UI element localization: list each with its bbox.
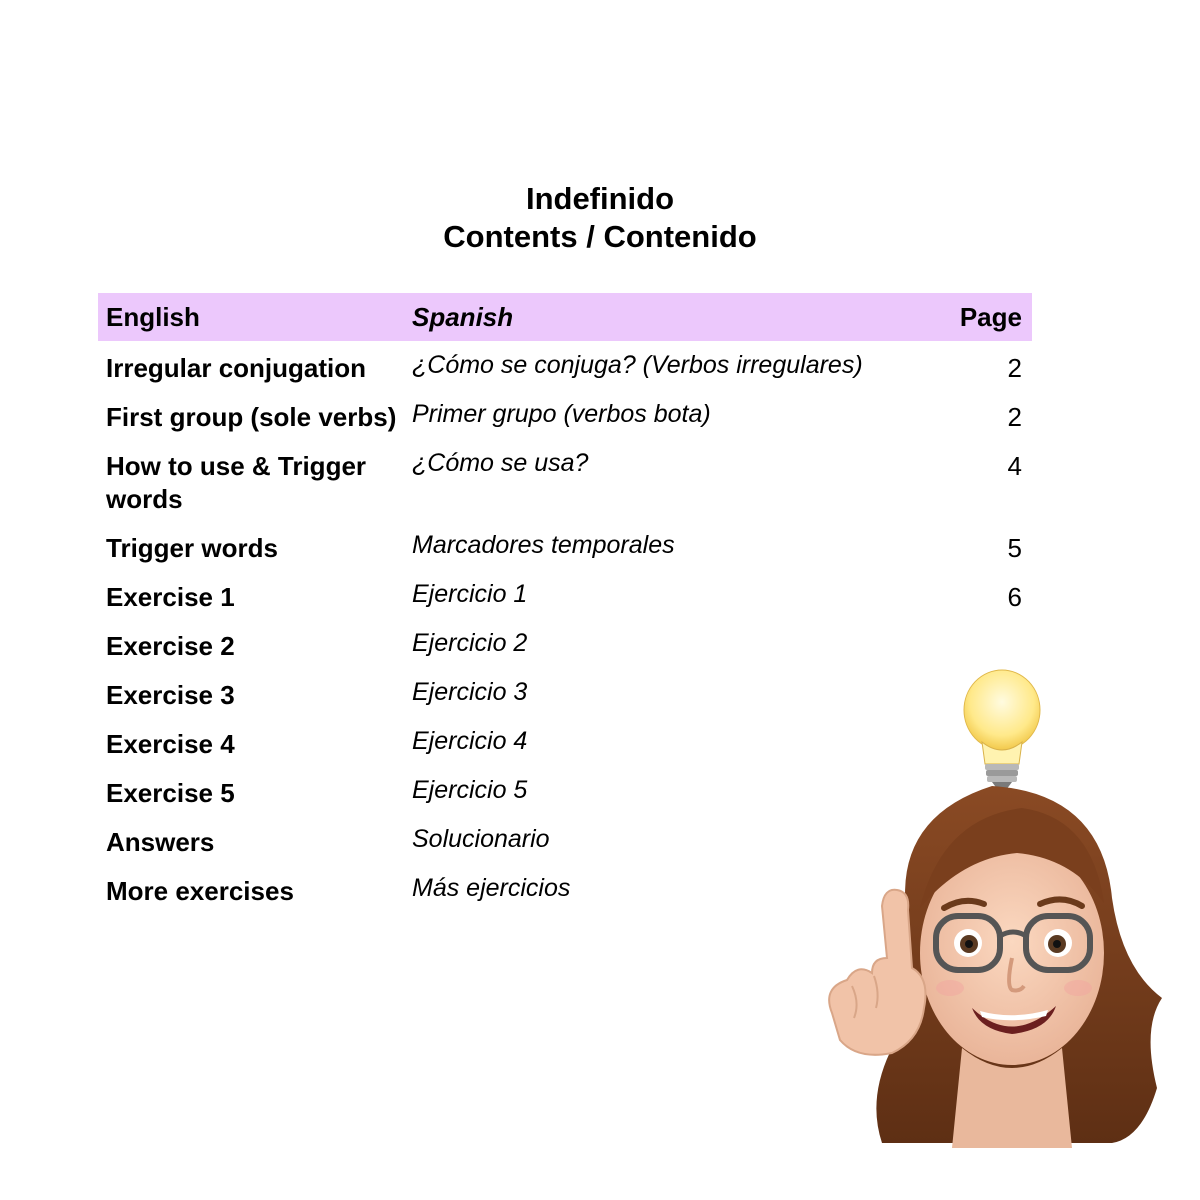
table-header-row [98,293,1032,341]
row-spanish: Más ejercicios [412,874,571,902]
row-english: First group (sole verbs) [106,402,397,432]
row-spanish: Primer grupo (verbos bota) [412,400,711,428]
page-title: Indefinido [525,181,675,216]
row-spanish: Ejercicio 2 [412,629,528,657]
row-spanish: Ejercicio 4 [412,727,528,755]
title-block [0,180,1200,256]
row-english: Exercise 5 [106,778,235,808]
table-row [98,521,1032,570]
column-header-english: English [106,301,200,332]
row-spanish: ¿Cómo se usa? [412,449,589,477]
row-page: 5 [1007,533,1022,563]
memoji-illustration [812,668,1172,1148]
row-english: Irregular conjugation [106,353,367,383]
row-spanish: Ejercicio 3 [412,678,528,706]
lightbulb-icon [964,670,1040,790]
row-spanish: Ejercicio 1 [412,580,528,608]
column-header-page: Page [959,301,1022,332]
row-english: More exercises [106,876,294,906]
row-page: 6 [1007,582,1022,612]
row-english: Exercise 1 [106,582,235,612]
row-english: How to use & Trigger words [106,451,367,514]
column-header-spanish: Spanish [412,301,514,332]
table-row [98,619,1032,668]
row-english: Exercise 2 [106,631,235,661]
row-english: Exercise 4 [106,729,235,759]
row-spanish: Solucionario [412,825,550,853]
table-row [98,439,1032,521]
row-page [892,619,1032,668]
row-spanish: Marcadores temporales [412,531,675,559]
row-page: 2 [1007,402,1022,432]
row-spanish: ¿Cómo se conjuga? (Verbos irregulares) [412,351,863,379]
table-row [98,390,1032,439]
row-english: Answers [106,827,215,857]
table-row [98,570,1032,619]
row-page: 4 [1007,451,1022,481]
table-row [98,341,1032,390]
row-english: Exercise 3 [106,680,235,710]
page-subtitle: Contents / Contenido [443,219,757,254]
row-page: 2 [1007,353,1022,383]
row-spanish: Ejercicio 5 [412,776,528,804]
row-english: Trigger words [106,533,278,563]
